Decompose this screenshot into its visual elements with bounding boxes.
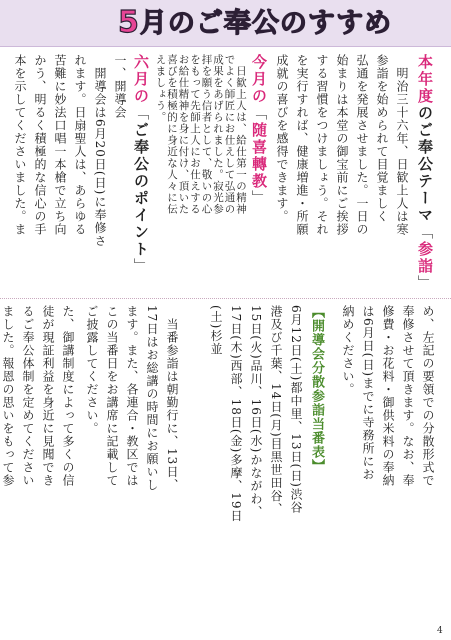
- page-title: [118, 4, 392, 43]
- june-body-line: 苦難に妙法口唱一本槍で立ち向: [53, 54, 67, 236]
- june-body-line: ました。報恩の思いをもって参: [1, 305, 15, 487]
- monthly-body-line: をもって先師上人にお仕えする: [189, 54, 201, 215]
- theme-body-line: する習慣をつけましょう。それ: [315, 54, 329, 236]
- june-body-line: 納めください。: [341, 305, 355, 396]
- monthly-body-line: お給仕精神を身に付け、頂いた: [177, 54, 190, 215]
- monthly-heading-bracket-close: 」: [250, 190, 268, 207]
- june-body-line: かう、明るく積極的な信心の手: [33, 54, 47, 236]
- theme-body-line: 明治三十六年、日歓上人は寒: [395, 54, 409, 236]
- theme-heading: [414, 54, 436, 299]
- june-body-line: 修費・お花料・御供米料の奉納: [381, 305, 395, 487]
- june-body-line: るご奉公体制を定めてください: [21, 305, 35, 487]
- schedule-note-line: ご披露してください。: [85, 305, 99, 435]
- schedule-note-line: 当番参詣は朝勤行に、13日、: [165, 305, 179, 492]
- page-title-number: 5: [118, 5, 140, 40]
- monthly-body-line: 成果をあげられました。寂光参: [212, 54, 224, 215]
- monthly-heading-bracket-open: 「: [250, 105, 268, 122]
- june-body-line: 本を示してくださいました。ま: [13, 54, 27, 236]
- june-body-line: 奉修させて頂きます。なお、奉: [401, 305, 415, 487]
- theme-heading-bracket-open: 「: [416, 224, 434, 241]
- schedule-note-line: 17日はお総講の時間にお願いし: [145, 305, 159, 492]
- june-body-line: 徒が現証利益を身近に見聞でき: [41, 305, 55, 487]
- june-body-line: た、御講制度によって多くの信: [61, 305, 75, 487]
- schedule-block: [184, 305, 326, 623]
- monthly-heading-word: 随喜轉教: [250, 122, 268, 190]
- theme-heading-bracket-close: 」: [416, 275, 434, 292]
- june-continued: [330, 305, 438, 623]
- monthly-body-line: でよく師匠にお仕えして弘通の: [223, 54, 236, 215]
- monthly-body-line: 拝を願う信者として、敬いの心: [200, 54, 213, 215]
- header-banner: [0, 0, 451, 47]
- schedule-line: 17日(木)西部、18日(金)多摩、19日: [229, 305, 243, 523]
- page-number: 4: [437, 626, 443, 636]
- schedule-note-line: ます。また、各連合・教区では: [125, 305, 139, 487]
- monthly-body: [154, 54, 246, 299]
- june-heading-prefix: 六月の: [132, 54, 150, 105]
- theme-heading-prefix: 本年度: [416, 54, 434, 105]
- monthly-body-line: 喜びを積極的に身近な人々に伝: [166, 54, 178, 215]
- page-title-text: 月のご奉公のすすめ: [139, 8, 393, 39]
- theme-body-line: 始まりは本堂の御宝前にご挨拶: [335, 54, 349, 236]
- june-body-line: れます。日扇聖人は、あらゆる: [73, 54, 87, 236]
- june-body-line: め、左記の要領での分散形式で: [421, 305, 435, 487]
- theme-body-line: を実行すれば、健康増進・所願: [295, 54, 309, 236]
- theme-body-line: 成就の喜びを感得できます。: [275, 54, 289, 223]
- schedule-line: (土)杉並: [209, 305, 223, 356]
- june-point-title: 一、開導会: [113, 54, 127, 119]
- monthly-heading: [248, 54, 270, 299]
- schedule-note-line: この当番日をお講席に記載して: [105, 305, 119, 487]
- schedule-line: 15日(火)品川、16日(水)かながわ、: [249, 305, 263, 519]
- schedule-title: 【開導会分散参詣当番表】: [309, 305, 324, 473]
- monthly-heading-prefix: 今月の: [250, 54, 268, 105]
- section-divider: [0, 298, 451, 299]
- monthly-body-line: えましょう。: [154, 54, 167, 123]
- june-body-line: は6月日(日)までに寺務所にお: [361, 305, 375, 481]
- theme-body: [272, 54, 412, 299]
- monthly-body-line: 日歓上人は、給仕第一の精神: [235, 54, 247, 215]
- schedule-line: 6月12日(土)都中里、13日(日)渋谷: [289, 305, 303, 514]
- june-body-line: 開導会は6月20日(日)に奉修さ: [93, 54, 107, 248]
- theme-heading-word: 参詣: [416, 241, 434, 275]
- theme-heading-mid: のご奉公テーマ: [416, 105, 434, 224]
- june-block: [4, 54, 152, 294]
- june-body-lower: [1, 305, 78, 623]
- schedule-line: 港及び千葉、14日(月)目黒世田谷、: [269, 305, 283, 516]
- june-heading-bracket-close: 」: [132, 258, 150, 275]
- theme-body-line: 弘通を発展させました。一日の: [355, 54, 369, 236]
- june-heading-bracket-open: 「: [132, 105, 150, 122]
- theme-body-line: 参詣を始められて目覚ましく: [375, 54, 389, 223]
- june-heading-word: ご奉公のポイント: [132, 122, 150, 258]
- schedule-notes: [80, 305, 182, 623]
